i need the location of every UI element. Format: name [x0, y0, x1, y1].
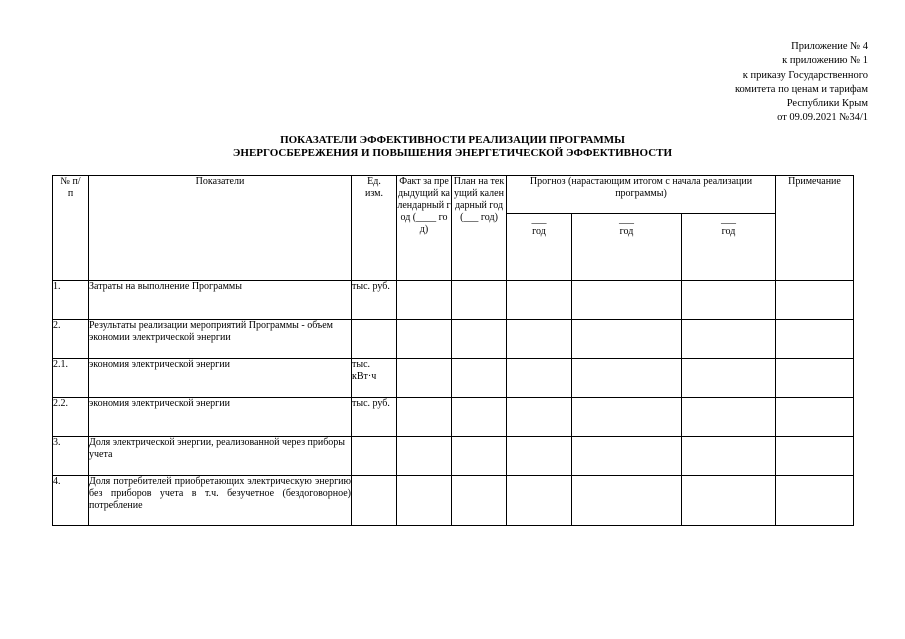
- header-year-1: ___ год: [507, 214, 572, 281]
- document-title: [0, 134, 905, 160]
- row-indicator: Доля потребителей приобретающих электрическую энергию без приборов учета в т.ч. безучетное (бездоговорное) потребление: [89, 476, 352, 526]
- appendix-line: от 09.09.2021 №34/1: [777, 112, 868, 124]
- row-num: 2.: [53, 320, 89, 359]
- row-unit: тыс. руб.: [352, 398, 397, 437]
- indicators-table: [52, 175, 854, 526]
- header-year-2: ___ год: [572, 214, 682, 281]
- row-unit: [352, 437, 397, 476]
- row-indicator: Доля электрической энергии, реализованной через приборы учета: [89, 437, 352, 476]
- row-indicator: экономия электрической энергии: [89, 398, 352, 437]
- header-unit: Ед. изм.: [352, 176, 397, 281]
- appendix-header: [735, 40, 868, 126]
- row-indicator: Затраты на выполнение Программы: [89, 281, 352, 320]
- appendix-line: к приложению № 1: [782, 55, 868, 67]
- row-unit: тыс. кВт·ч: [352, 359, 397, 398]
- row-num: 2.1.: [53, 359, 89, 398]
- title-line-1: ПОКАЗАТЕЛИ ЭФФЕКТИВНОСТИ РЕАЛИЗАЦИИ ПРОГРАММЫ: [280, 134, 625, 146]
- row-unit: [352, 320, 397, 359]
- row-num: 3.: [53, 437, 89, 476]
- table-row: [53, 398, 854, 437]
- table-row: [53, 281, 854, 320]
- appendix-line: Республики Крым: [786, 98, 868, 110]
- row-num: 2.2.: [53, 398, 89, 437]
- header-num: № п/п: [53, 176, 89, 281]
- row-num: 4.: [53, 476, 89, 526]
- header-fact: Факт за предыдущий календарный год (____ год): [397, 176, 452, 281]
- table-row: [53, 320, 854, 359]
- title-line-2: ЭНЕРГОСБЕРЕЖЕНИЯ И ПОВЫШЕНИЯ ЭНЕРГЕТИЧЕСКОЙ ЭФФЕКТИВНОСТИ: [232, 147, 673, 159]
- row-unit: [352, 476, 397, 526]
- table-row: [53, 476, 854, 526]
- header-note: Примечание: [776, 176, 854, 281]
- header-plan: План на текущий календарный год (___ год): [452, 176, 507, 281]
- appendix-line: комитета по ценам и тарифам: [734, 83, 868, 95]
- header-forecast: Прогноз (нарастающим итогом с начала реализации программы): [507, 176, 776, 214]
- row-indicator: экономия электрической энергии: [89, 359, 352, 398]
- row-unit: тыс. руб.: [352, 281, 397, 320]
- table-row: [53, 359, 854, 398]
- appendix-line: к приказу Государственного: [742, 69, 868, 81]
- table-row: [53, 437, 854, 476]
- appendix-line: Приложение № 4: [791, 41, 868, 52]
- row-num: 1.: [53, 281, 89, 320]
- header-year-3: ___ год: [682, 214, 776, 281]
- row-indicator: Результаты реализации мероприятий Программы - объем экономии электрической энергии: [89, 320, 352, 359]
- header-indicator: Показатели: [89, 176, 352, 281]
